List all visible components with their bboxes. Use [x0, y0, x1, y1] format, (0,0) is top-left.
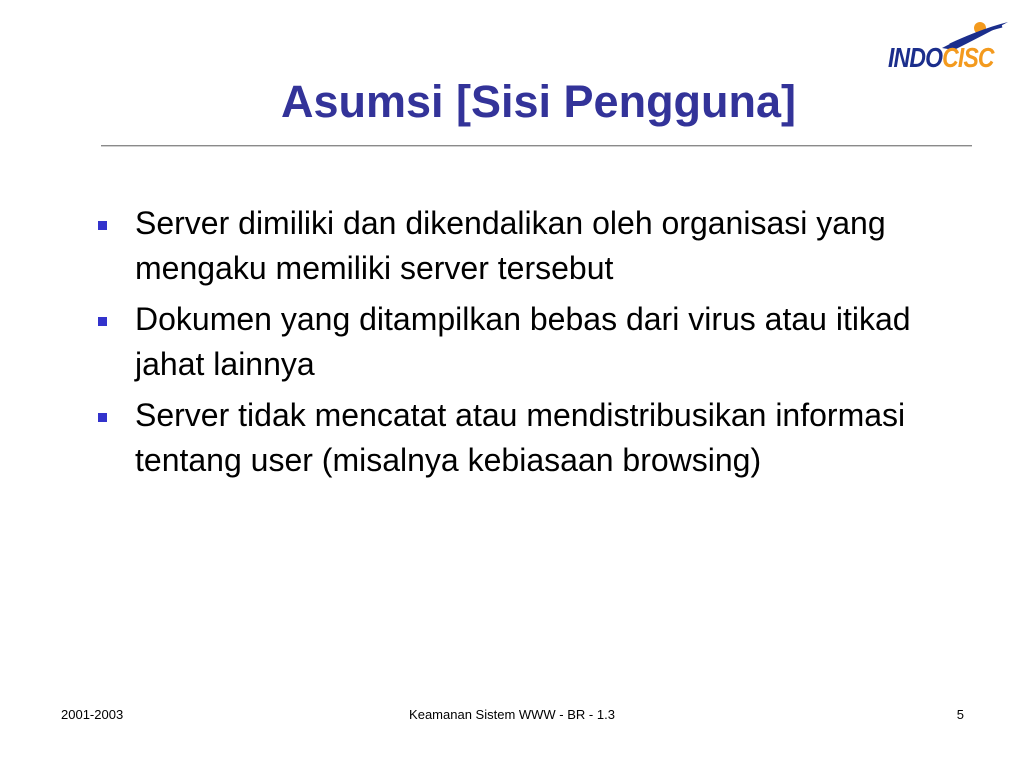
slide-title: Asumsi [Sisi Pengguna] [280, 76, 797, 127]
indocisc-logo [884, 18, 1010, 80]
bullet-item [96, 201, 956, 291]
title-divider [101, 145, 972, 147]
bullet-item [96, 393, 956, 483]
slide-number: 5 [956, 707, 964, 722]
bullet-text: Dokumen yang ditampilkan bebas dari virus atau itikad jahat lainnya [135, 301, 911, 382]
square-bullet-icon [98, 413, 107, 422]
bullet-text: Server tidak mencatat atau mendistribusikan informasi tentang user (misalnya kebiasaan browsing) [135, 397, 906, 478]
square-bullet-icon [98, 317, 107, 326]
bullet-list [96, 201, 956, 489]
bullet-item [96, 297, 956, 387]
logo-text-indo: INDO [888, 42, 943, 73]
logo-text-cisc: CISC [942, 42, 994, 73]
square-bullet-icon [98, 221, 107, 230]
footer-date: 2001-2003 [61, 707, 124, 722]
footer-title: Keamanan Sistem WWW - BR - 1.3 [409, 707, 615, 722]
bullet-text: Server dimiliki dan dikendalikan oleh organisasi yang mengaku memiliki server tersebut [135, 205, 886, 286]
